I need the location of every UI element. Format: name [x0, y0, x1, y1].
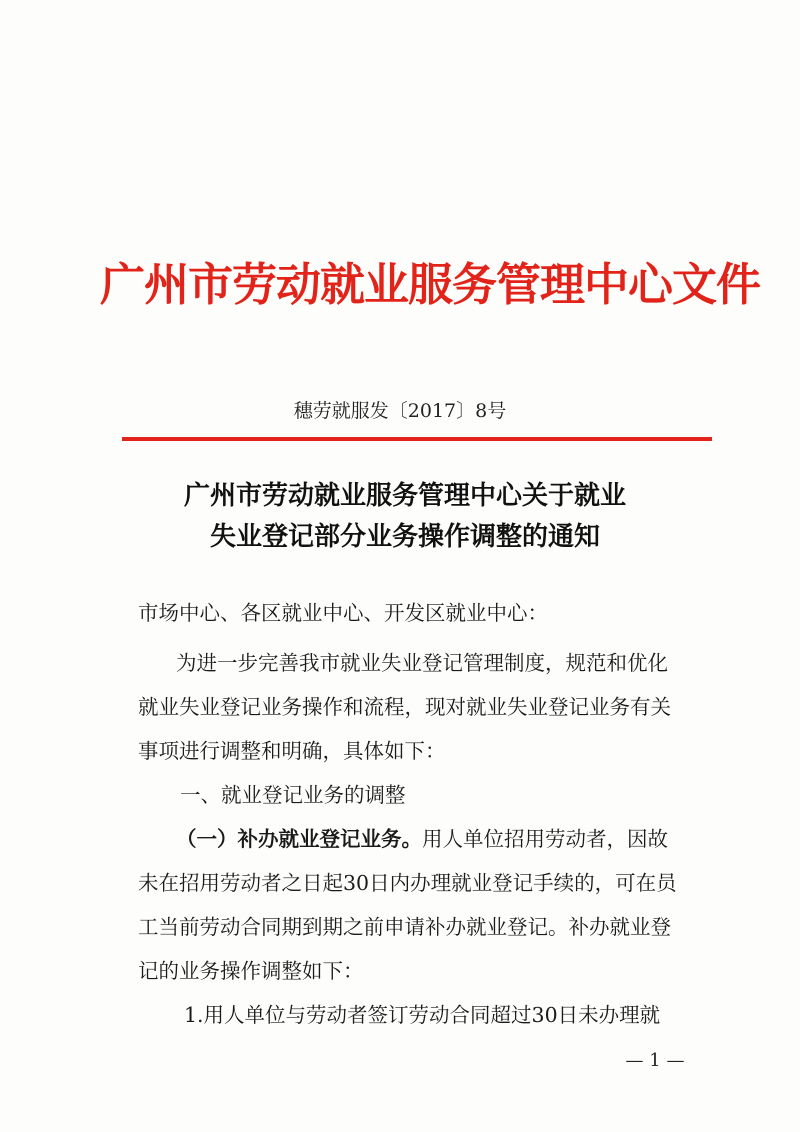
- subsection-1-line-3: 工当前劳动合同期到期之前申请补办就业登记。补办就业登: [138, 915, 671, 939]
- paragraph-1-line-2: 就业失业登记业务操作和流程，现对就业失业登记业务有关: [138, 695, 671, 719]
- item-1-line-1: 1.用人单位与劳动者签订劳动合同超过30日未办理就: [184, 1003, 661, 1027]
- subsection-1-lead: （一）补办就业登记业务。: [176, 827, 422, 851]
- subsection-1-line-1-rest: 用人单位招用劳动者，因故: [422, 827, 668, 851]
- masthead-title: 广州市劳动就业服务管理中心文件: [100, 258, 761, 311]
- subsection-1-line-1: [176, 822, 668, 852]
- document-number: 穗劳就服发〔2017〕8号: [293, 400, 507, 422]
- section-heading-1: 一、就业登记业务的调整: [180, 783, 406, 807]
- subsection-1-line-4: 记的业务操作调整如下：: [138, 959, 364, 983]
- page-number: — 1 —: [625, 1050, 685, 1071]
- red-divider: [122, 437, 712, 441]
- paragraph-1-line-1: 为进一步完善我市就业失业登记管理制度，规范和优化: [176, 651, 668, 675]
- notice-title-line-1: 广州市劳动就业服务管理中心关于就业: [183, 481, 626, 511]
- paragraph-1-line-3: 事项进行调整和明确，具体如下：: [138, 739, 446, 763]
- notice-title: [110, 476, 700, 558]
- notice-title-line-2: 失业登记部分业务操作调整的通知: [209, 522, 600, 552]
- subsection-1-line-2: 未在招用劳动者之日起30日内办理就业登记手续的，可在员: [138, 871, 677, 895]
- recipients-line: 市场中心、各区就业中心、开发区就业中心：: [138, 601, 548, 625]
